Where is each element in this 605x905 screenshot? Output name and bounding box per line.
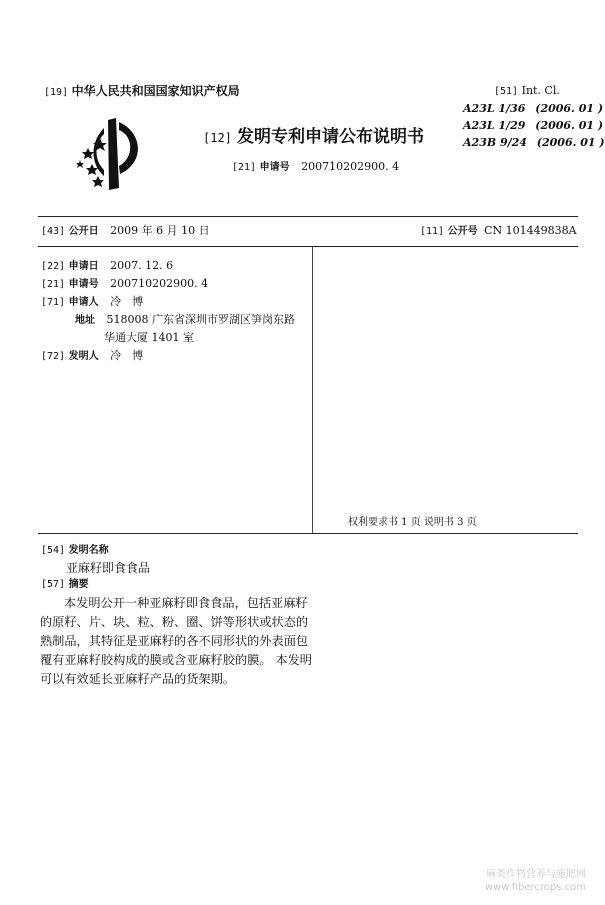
abstract-line: 可以有效延长亚麻籽产品的货架期。	[40, 672, 235, 686]
ipc-code: A23L 1/29	[463, 119, 526, 132]
abstract-label: 摘要	[68, 579, 89, 590]
ipc-code: A23L 1/36	[463, 102, 526, 115]
invention-title: 亚麻籽即食食品	[66, 561, 151, 575]
abstract-line: 的原籽、片、块、粒、粉、圈、饼等形状或状态的	[40, 615, 309, 629]
office-tag: [19]	[44, 87, 69, 98]
applicant-tag: [71]	[41, 297, 66, 308]
pubrow-rule	[38, 246, 578, 247]
abstract-tag: [57]	[41, 579, 66, 590]
application-number-row	[41, 277, 208, 292]
page-count-note: 权利要求书 1 页 说明书 3 页	[348, 517, 477, 528]
header-application-number	[232, 160, 399, 175]
inventor-tag: [72]	[41, 351, 66, 362]
invention-title-heading	[41, 543, 109, 558]
ipc-entry	[463, 119, 603, 133]
pubdate-tag: [43]	[41, 226, 66, 237]
abstract-body	[40, 594, 330, 689]
appno-tag: [21]	[232, 162, 257, 173]
address-line: 华通大厦 1401 室	[104, 331, 194, 344]
office-line	[44, 84, 240, 100]
ipc-entry	[463, 102, 603, 116]
title-label: 发明名称	[68, 545, 109, 556]
top-rule	[38, 216, 578, 217]
abstract-line: 覆有亚麻籽胶构成的膜或含亚麻籽胶的膜。 本发明	[40, 653, 312, 667]
ipc-label: Int. Cl.	[521, 84, 560, 97]
address-line: 518008 广东省深圳市罗湖区笋岗东路	[106, 313, 295, 326]
appno-label: 申请号	[259, 162, 290, 173]
publication-number	[420, 224, 577, 239]
doc-type-title: 发明专利申请公布说明书	[237, 127, 424, 147]
inventor-label: 发明人	[68, 351, 99, 362]
abstract-heading	[41, 577, 89, 592]
address-row	[75, 313, 295, 328]
appno-label: 申请号	[68, 279, 99, 290]
title-tag: [54]	[41, 545, 66, 556]
filing-tag: [22]	[41, 261, 66, 272]
appno-value: 200710202900. 4	[301, 160, 400, 173]
abstract-line: 熟制品，其特征是亚麻籽的各不同形状的外表面包	[40, 634, 309, 648]
doc-type-tag: [12]	[203, 131, 232, 145]
site-watermark	[485, 868, 586, 894]
filing-date-row	[41, 259, 173, 274]
doc-type-line	[203, 122, 424, 147]
filing-value: 2007. 12. 6	[110, 259, 174, 272]
inventor-value: 冷 博	[110, 349, 144, 362]
ipc-year: (2006. 01 )	[536, 136, 605, 149]
watermark-line: www.fibercrops.com	[484, 882, 586, 893]
ipc-year: (2006. 01 )	[535, 102, 604, 115]
filing-label: 申请日	[68, 261, 99, 272]
pubdate-label: 公开日	[68, 226, 99, 237]
office-name: 中华人民共和国国家知识产权局	[71, 84, 240, 98]
appno-tag: [21]	[41, 279, 66, 290]
emblem-icon	[70, 112, 150, 194]
pubno-tag: [11]	[420, 226, 445, 237]
address-label: 地址	[75, 315, 95, 326]
ipc-tag: [51]	[494, 86, 519, 97]
applicant-row	[41, 295, 143, 310]
pubdate-value: 2009 年 6 月 10 日	[110, 224, 210, 237]
ipc-year: (2006. 01 )	[535, 119, 604, 132]
patent-office-emblem	[70, 112, 150, 194]
pubno-value: CN 101449838A	[484, 224, 577, 237]
biblio-bottom-rule	[38, 533, 578, 534]
ipc-heading	[494, 84, 560, 99]
publication-date	[41, 224, 210, 239]
pubno-label: 公开号	[447, 226, 478, 237]
inventor-row	[41, 349, 143, 364]
ipc-code: A23B 9/24	[463, 136, 527, 149]
watermark-line: 麻类作物营养与施肥网	[486, 869, 586, 880]
ipc-entry	[463, 136, 605, 150]
applicant-label: 申请人	[68, 297, 99, 308]
abstract-line: 本发明公开一种亚麻籽即食食品，包括亚麻籽	[64, 596, 308, 610]
appno-value: 200710202900. 4	[110, 277, 209, 290]
applicant-value: 冷 博	[110, 295, 144, 308]
column-divider	[312, 247, 313, 533]
